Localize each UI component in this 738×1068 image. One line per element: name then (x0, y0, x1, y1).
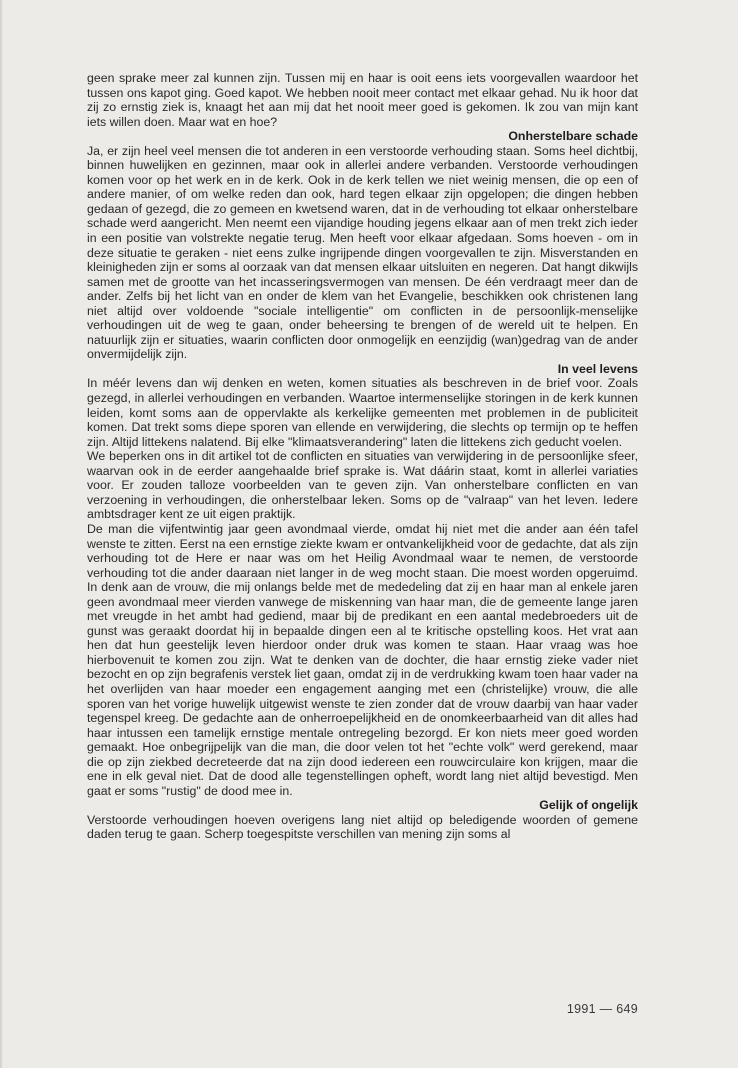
heading-onherstelbare-schade: Onherstelbare schade (508, 129, 638, 144)
paragraph-verschillen-van-mening: Verstoorde verhoudingen hoeven overigens lang niet altijd op beledigende woorden of gemene daden terug te gaan. Scherp toegespitste verschillen van mening zijn soms al (87, 812, 638, 842)
paragraph-intro: geen sprake meer zal kunnen zijn. Tussen mij en haar is ooit eens iets voorgevallen waardoor het tussen ons kapot ging. Goed kapot. We hebben nooit meer contact met elkaar gehad. Nu ik hoor dat zij zo ernstig ziek is, knaagt het aan mij dat het nooit meer goed is gekomen. Ik zou van mijn kant iets willen doen. Maar wat en hoe? (87, 71, 638, 129)
heading-in-veel-levens: In veel levens (557, 361, 638, 376)
paragraph-persoonlijke-sfeer: We beperken ons in dit artikel tot de conflicten en situaties van verwijdering in de persoonlijke sfeer, waarvan ook in de eerder aangehaalde brief sprake is. Wat dáárin staat, komt in allerlei variaties voor. Er zouden talloze voorbeelden van te geven zijn. Van onherstelbare conflicten en van verzoening in verhoudingen, die onherstelbaar leken. Soms op de "valraap" van het leven. Iedere ambtsdrager kent ze uit eigen praktijk. (87, 449, 638, 522)
page-number: 1991 — 649 (566, 1002, 638, 1016)
paragraph-verstoorde-verhoudingen: Ja, er zijn heel veel mensen die tot anderen in een verstoorde verhouding staan. Soms heel dichtbij, binnen huwelijken en gezinnen, maar ook in allerlei andere verbanden. Verstoorde verhoudingen komen voor op het werk en in de kerk. Ook in de kerk tellen we niet weinig mensen, die op een of andere manier, of om welke reden dan ook, hard tegen elkaar zijn opgelopen; die dingen hebben gedaan of gezegd, die zo gemeen en kwetsend waren, dat in de verhouding tot elkaar onherstelbare schade werd aangericht. Men neemt een vijandige houding jegens elkaar aan of men trekt zich ieder in een positie van volstrekte negatie terug. Men heeft voor elkaar afgedaan. Soms hoeven - om in deze situatie te geraken - niet eens zulke ingrijpende dingen voorgevallen te zijn. Misverstanden en kleinigheden zijn er soms al oorzaak van dat mensen elkaar uitsluiten en negeren. Dat hangt dikwijls samen met de grootte van het incasseringsvermogen van mensen. De één verdraagt meer dan de ander. Zelfs bij het licht van en onder de klem van het Evangelie, beschikken ook christenen lang niet altijd over voldoende "sociale intelligentie" om conflicten in de persoonlijk-menselijke verhoudingen uit de weg te gaan, onder beheersing te brengen of de wereld uit te helpen. En natuurlijk zijn er situaties, waarin conflicten door onmogelijk en eenzijdig (wan)gedrag van de ander onvermijdelijk zijn. (87, 143, 638, 362)
paragraph-meer-levens: In méér levens dan wij denken en weten, komen situaties als beschreven in de brief voor. Zoals gezegd, in allerlei verhoudingen en verbanden. Waartoe intermenselijke storingen in de kerk kunnen leiden, komt soms aan de oppervlakte als kerkelijke gemeenten met problemen in de publiciteit komen. Dat trekt soms diepe sporen van ellende en verwijdering, die slechts op termijn op te heffen zijn. Altijd littekens nalatend. Bij elke "klimaatsverandering" laten die littekens zich geducht voelen. (87, 376, 638, 449)
paragraph-voorbeelden: De man die vijfentwintig jaar geen avondmaal vierde, omdat hij niet met die ander aan één tafel wenste te zitten. Eerst na een ernstige ziekte kwam er ontvankelijkheid voor de gedachte, dat als zijn verhouding tot de Here er naar was om het Heilig Avondmaal waar te nemen, de verstoorde verhouding tot die ander daaraan niet langer in de weg mocht staan. Die moest worden opgeruimd. In denk aan de vrouw, die mij onlangs belde met de mededeling dat zij en haar man al enkele jaren geen avondmaal meer vierden vanwege de miskenning van haar man, die de gemeente lange jaren met vreugde in het ambt had gediend, maar bij de predikant en een aantal medebroeders uit de gunst was geraakt doordat hij in bepaalde dingen een al te kritische opstelling koos. Het vrat aan hen dat hun geestelijk leven hierdoor onder druk was komen te staan. Haar vraag was hoe hierbovenuit te komen zou zijn. Wat te denken van de dochter, die haar ernstig zieke vader niet bezocht en op zijn begrafenis verstek liet gaan, omdat zij in de verdrukking kwam toen haar vader na het overlijden van haar moeder een engagement aanging met een (christelijke) vrouw, die alle sporen van het vorige huwelijk uitgewist wenste te zien zonder dat de vrouw daarbij van haar vader tegenspel kreeg. De gedachte aan de onherroepelijkheid en de onomkeerbaarheid van dit alles had haar intussen een tamelijk ernstige mentale ontregeling bezorgd. Er kon niets meer goed worden gemaakt. Hoe onbegrijpelijk van die man, die door velen tot het "echte volk" werd gerekend, maar die op zijn ziekbed decreteerde dat na zijn dood iedereen een rouwcirculaire kon krijgen, maar die ene in elk geval niet. Dat de dood alle tegenstellingen opheft, wordt lang niet altijd bevestigd. Men gaat er soms "rustig" de dood mee in. (87, 521, 638, 798)
article-body (87, 71, 638, 842)
heading-gelijk-of-ongelijk: Gelijk of ongelijk (539, 798, 638, 813)
